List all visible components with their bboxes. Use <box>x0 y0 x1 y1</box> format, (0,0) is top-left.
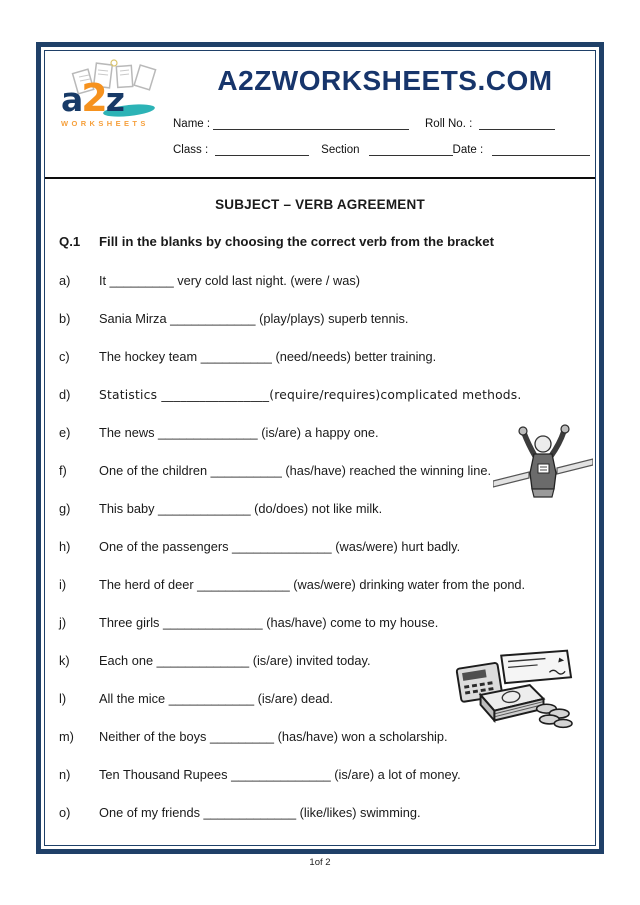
items-list <box>59 274 581 820</box>
item-label: o) <box>59 805 71 820</box>
name-field <box>173 117 425 130</box>
worksheet-title: SUBJECT – VERB AGREEMENT <box>215 197 425 212</box>
question-text: Fill in the blanks by choosing the correct verb from the bracket <box>99 234 494 249</box>
worksheet-item <box>59 312 581 326</box>
item-label: j) <box>59 615 67 630</box>
item-text: The hockey team __________ (need/needs) better training. <box>99 349 437 364</box>
item-label: i) <box>59 577 67 592</box>
worksheet-body <box>45 197 595 820</box>
item-label: d) <box>59 387 71 402</box>
roll-no-blank-line <box>479 117 555 130</box>
worksheet-item <box>59 274 581 288</box>
item-text: Three girls ______________ (has/have) come to my house. <box>99 615 439 630</box>
name-blank-line <box>213 117 409 130</box>
item-text: One of the children __________ (has/have) reached the winning line. <box>99 463 491 478</box>
worksheet-item <box>59 616 581 630</box>
item-text: Neither of the boys _________ (has/have) won a scholarship. <box>99 729 448 744</box>
item-text: This baby _____________ (do/does) not like milk. <box>99 501 383 516</box>
header-divider-line <box>45 177 595 179</box>
student-info-fields <box>173 117 583 169</box>
logo-subtext: WORKSHEETS <box>61 119 149 128</box>
roll-no-field <box>425 117 583 130</box>
section-label: Section <box>321 144 360 156</box>
item-label: c) <box>59 349 70 364</box>
a2z-logo <box>61 76 179 128</box>
worksheet-item <box>59 540 581 554</box>
item-text: It _________ very cold last night. (were / was) <box>99 273 361 288</box>
worksheet-item <box>59 350 581 364</box>
class-section-field <box>173 143 453 156</box>
section-blank-line <box>369 143 453 156</box>
worksheet-item <box>59 578 581 592</box>
item-label: m) <box>59 729 74 744</box>
item-label: a) <box>59 273 71 288</box>
worksheet-item <box>59 768 581 782</box>
worksheet-sheet-border <box>36 42 604 854</box>
item-text: One of my friends _____________ (like/likes) swimming. <box>99 805 421 820</box>
item-label: n) <box>59 767 71 782</box>
class-label: Class : <box>173 144 209 156</box>
item-label: k) <box>59 653 70 668</box>
item-text: One of the passengers ______________ (was/were) hurt badly. <box>99 539 461 554</box>
question-heading <box>59 234 581 249</box>
date-field <box>453 143 596 156</box>
date-blank-line <box>492 143 590 156</box>
worksheet-item <box>59 388 581 402</box>
item-label: b) <box>59 311 71 326</box>
worksheet-item <box>59 806 581 820</box>
worksheet-sheet <box>44 50 596 846</box>
fields-row-1 <box>173 117 583 130</box>
item-text: All the mice ____________ (is/are) dead. <box>99 691 334 706</box>
item-text: Each one _____________ (is/are) invited today. <box>99 653 371 668</box>
item-label: h) <box>59 539 71 554</box>
item-text: Statistics _________________(require/requires)complicated methods. <box>99 388 522 402</box>
logo-letter-z: z <box>105 80 123 119</box>
name-label: Name : <box>173 118 211 130</box>
item-label: e) <box>59 425 71 440</box>
item-label: g) <box>59 501 71 516</box>
question-number: Q.1 <box>59 234 81 249</box>
date-label: Date : <box>452 144 484 156</box>
money-cash-coins-clipart-icon <box>455 649 573 733</box>
item-text: Sania Mirza ____________ (play/plays) superb tennis. <box>99 311 409 326</box>
fields-row-2 <box>173 143 583 156</box>
item-text: The news ______________ (is/are) a happy one. <box>99 425 379 440</box>
worksheet-header <box>45 51 595 177</box>
logo-letter-a: a <box>61 80 82 119</box>
class-blank-line <box>215 143 309 156</box>
site-title: A2ZWORKSHEETS.COM <box>217 65 553 96</box>
item-label: l) <box>59 691 67 706</box>
item-label: f) <box>59 463 67 478</box>
winner-finish-line-clipart-icon <box>493 423 593 515</box>
page-number: 1of 2 <box>309 857 331 868</box>
logo-wordmark <box>61 76 179 120</box>
logo-letter-2: 2 <box>81 76 106 120</box>
item-text: Ten Thousand Rupees ______________ (is/are) a lot of money. <box>99 767 461 782</box>
item-text: The herd of deer _____________ (was/were) drinking water from the pond. <box>99 577 526 592</box>
roll-no-label: Roll No. : <box>425 118 473 130</box>
